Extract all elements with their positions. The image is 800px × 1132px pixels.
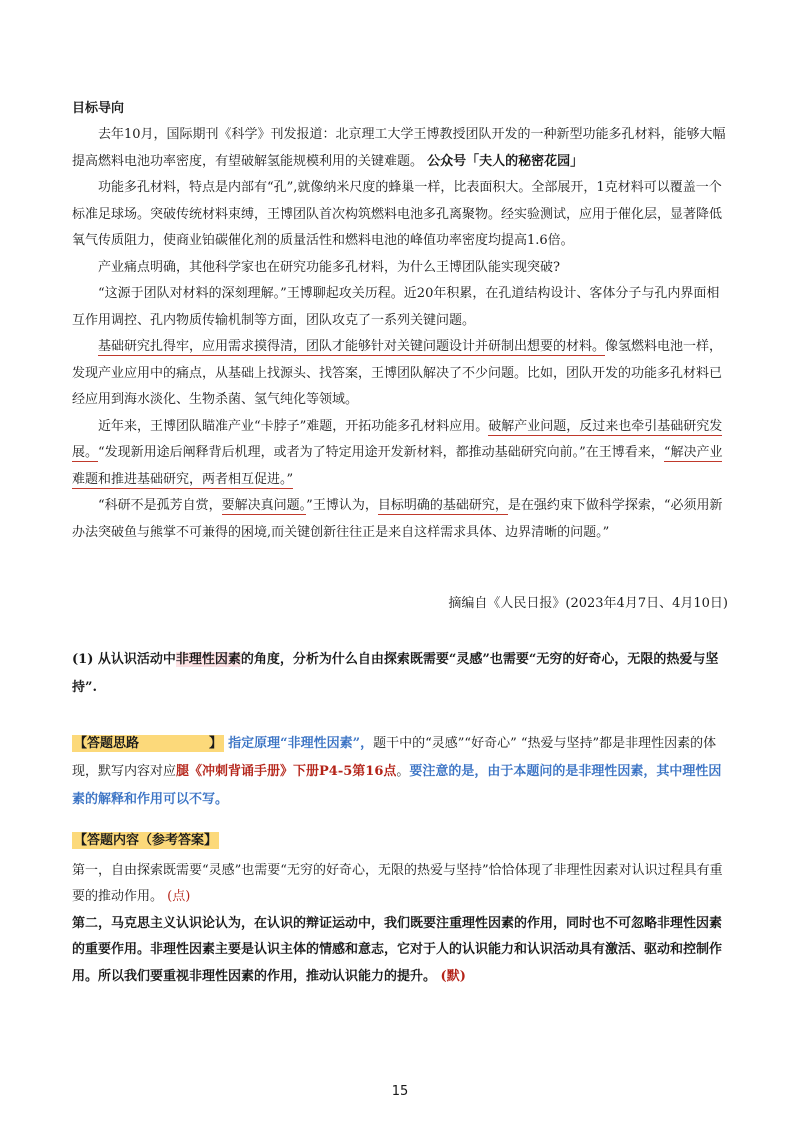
underlined-phrase: “解决产业难题和推进基础研究，两者相互促进。” bbox=[72, 445, 723, 487]
article-paragraph-4: “这源于团队对材料的深刻理解。”王博聊起攻关历程。近20年积累，在孔道结构设计、客体分子与孔内界面相互作用调控、孔内物质传输机制等方面，团队攻克了一系列关键问题。 bbox=[72, 286, 720, 328]
underlined-phrase: 要解决真问题。 bbox=[221, 498, 307, 513]
page-number: 15 bbox=[391, 1084, 409, 1099]
underlined-phrase: 目标明确的基础研究， bbox=[377, 498, 508, 513]
highlighted-term: 非理性因素 bbox=[175, 652, 241, 667]
answer-content bbox=[72, 828, 732, 990]
answer-tag: 【答题内容（参考答案】 bbox=[74, 833, 218, 848]
source-citation: 摘编自《人民日报》(2023年4月7日、4月10日) bbox=[448, 596, 728, 611]
answer-approach: 【答题思路 】 指定原理“非理性因素”，题干中的“灵感”“好奇心” “热爱与坚持”都是非理性因素的体现，默写内容对应腿《冲刺背诵手册》下册P4-5第16点。要注意的是，由于本题问的是非理性因素，其中理性因素的解释和作用可以不写。 bbox=[72, 736, 722, 807]
question: (1) 从认识活动中非理性因素的角度，分析为什么自由探索既需要“灵感”也需要“无穷的好奇心，无限的热爱与坚持”. bbox=[72, 652, 719, 695]
underlined-phrase: 基础研究扎得牢，应用需求摸得清，团队才能够针对关键问题设计并研制出想要的材料。 bbox=[98, 339, 606, 354]
watermark-text: 公众号「夫人的秘密花园」 bbox=[427, 153, 584, 169]
answer-point-2: 第二，马克思主义认识论认为，在认识的辩证运动中，我们既要注重理性因素的作用，同时也不可忽略非理性因素的重要作用。非理性因素主要是认识主体的情感和意志，它对于人的认识能力和认识活动具有激活、驱动和控制作用。所以我们要重视非理性因素的作用，推动认识能力的提升。 (默) bbox=[72, 915, 723, 984]
reference-text: 腿《冲刺背诵手册》下册P4-5第16点 bbox=[176, 764, 397, 779]
section-heading: 目标导向 bbox=[72, 101, 125, 116]
article-paragraph-7: “科研不是孤芳自赏，要解决真问题。”王博认为，目标明确的基础研究，是在强约束下做科学探索，“必须用新办法突破鱼与熊掌不可兼得的困境,而关键创新往往正是来自这样需求具体、边界清晰的问题。” bbox=[72, 498, 723, 540]
article-paragraph-5: 基础研究扎得牢，应用需求摸得清，团队才能够针对关键问题设计并研制出想要的材料。像氢燃料电池一样，发现产业应用中的痛点，从基础上找源头、找答案，王博团队解决了不少问题。比如，团队开发的功能多孔材料已经应用到海水淡化、生物杀菌、氢气纯化等领域。 bbox=[72, 339, 723, 407]
article-paragraph-3: 产业痛点明确，其他科学家也在研究功能多孔材料，为什么王博团队能实现突破? bbox=[98, 259, 560, 275]
article-paragraph-2: 功能多孔材料，特点是内部有“孔”,就像纳米尺度的蜂巢一样，比表面积大。全部展开，1克材料可以覆盖一个标准足球场。突破传统材料束缚，王博团队首次构筑燃料电池多孔离聚物。经实验测试，应用于催化层，显著降低氧气传质阻力，使商业铂碳催化剂的质量活性和燃料电池的峰值功率密度均提高1.6倍。 bbox=[72, 180, 723, 248]
answer-point-1: 第一，自由探索既需要“灵感”也需要“无穷的好奇心，无限的热爱与坚持”恰恰体现了非理性因素对认识过程具有重要的推动作用。 (点) bbox=[72, 862, 723, 904]
approach-tag: 【答题思路 】 bbox=[74, 736, 223, 751]
article-paragraph-6: 近年来，王博团队瞄准产业“卡脖子”难题，开拓功能多孔材料应用。破解产业问题，反过来也牵引基础研究发展。“发现新用途后阐释背后机理，或者为了特定用途开发新材料，都推动基础研究向前。”在王博看来，“解决产业难题和推进基础研究，两者相互促进。” bbox=[72, 418, 723, 487]
article-body bbox=[72, 122, 732, 546]
article-paragraph-1: 去年10月，国际期刊《科学》刊发报道：北京理工大学王博教授团队开发的一种新型功能多孔材料，能够大幅提高燃料电池功率密度，有望破解氢能规模利用的关键难题。 公众号「夫人的秘密花园」 bbox=[72, 127, 726, 169]
underlined-phrase: 破解产业问题，反过来也牵引基础研究发展。 bbox=[72, 418, 723, 460]
